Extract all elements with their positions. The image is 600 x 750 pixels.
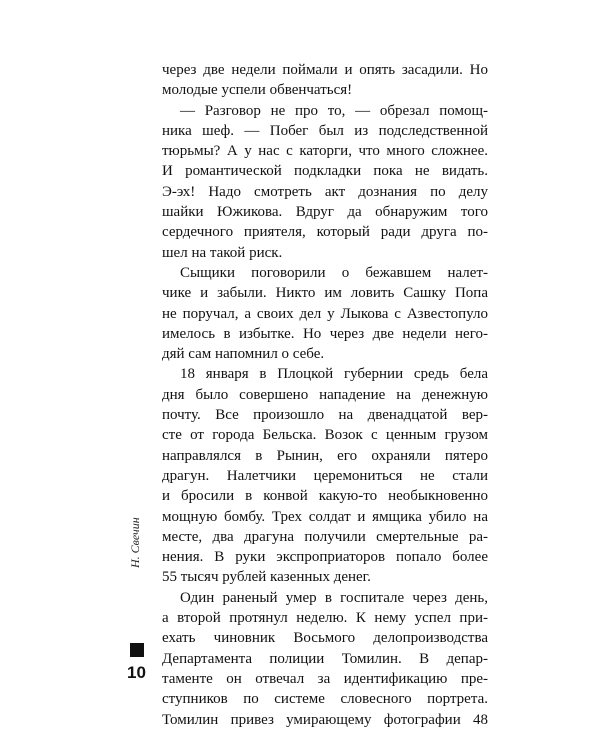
text-line: ехать чиновник Восьмого делопроизводства xyxy=(162,630,488,647)
text-line: сердечного приятеля, который ради друга по- xyxy=(162,224,488,241)
paragraph-4 xyxy=(162,364,488,587)
text-line: ника шеф. — Побег был из подследственной xyxy=(162,122,488,139)
text-line: шайки Южикова. Вдруг да обнаружим того xyxy=(162,204,488,221)
text-line: ступников по системе словесного портрета. xyxy=(162,691,488,708)
text-line: Один раненый умер в госпитале через день, xyxy=(180,589,488,606)
text-line: дяй сам напомнил о себе. xyxy=(162,346,325,363)
paragraph-1 xyxy=(162,60,488,101)
body-text xyxy=(162,60,488,730)
text-line: через две недели поймали и опять засадили. Но xyxy=(162,62,488,78)
text-line: драгун. Налетчики церемониться не стали xyxy=(162,467,488,484)
author-running-head: Н. Свечин xyxy=(128,517,142,568)
text-line: И романтической подкладки пока не видать. xyxy=(162,163,488,180)
text-line: почту. Все произошло на двенадцатой вер- xyxy=(162,407,488,424)
text-line: направлялся в Рынин, его охраняли пятеро xyxy=(162,447,488,464)
text-line: Э-эх! Надо смотреть акт дознания по делу xyxy=(162,183,488,200)
text-line: дня было совершено нападение на денежную xyxy=(162,386,488,403)
text-line: молодые успели обвенчаться! xyxy=(162,82,353,99)
paragraph-3 xyxy=(162,263,488,364)
text-line: имелось в избытке. Но через две недели него- xyxy=(162,325,488,342)
text-line: и бросили в конвой какую-то необыкновенно xyxy=(162,488,488,505)
text-line: — Разговор не про то, — обрезал помощ- xyxy=(180,102,488,119)
text-line: шел на такой риск. xyxy=(162,244,283,261)
text-line: сте от города Бельска. Возок с ценным грузом xyxy=(162,427,488,444)
text-line: чике и забыли. Никто им ловить Сашку Попа xyxy=(162,285,488,302)
text-line: месте, два драгуна получили смертельные ра- xyxy=(162,528,488,545)
text-line: 18 января в Плоцкой губернии средь бела xyxy=(180,366,488,383)
text-line: не поручал, а своих дел у Лыкова с Азвестопуло xyxy=(162,305,488,322)
text-line: Сыщики поговорили о бежавшем налет- xyxy=(180,264,488,281)
text-line: тюрьмы? А у нас с каторги, что много сложнее. xyxy=(162,143,488,160)
text-line: а второй протянул неделю. К нему успел при- xyxy=(162,610,488,627)
text-line: Томилин привез умирающему фотографии 48 xyxy=(162,711,488,728)
text-line: Департамента полиции Томилин. В депар- xyxy=(162,650,488,667)
paragraph-5 xyxy=(162,588,488,730)
page-number: 10 xyxy=(127,663,146,682)
text-line: таменте он отвечал за идентификацию пре- xyxy=(162,670,488,687)
paragraph-2 xyxy=(162,101,488,263)
page-marker-square xyxy=(130,643,144,657)
text-line: нения. В руки экспроприаторов попало более xyxy=(162,549,488,566)
text-line: мощную бомбу. Трех солдат и ямщика убило на xyxy=(162,508,488,525)
text-line: 55 тысяч рублей казенных денег. xyxy=(162,569,371,586)
